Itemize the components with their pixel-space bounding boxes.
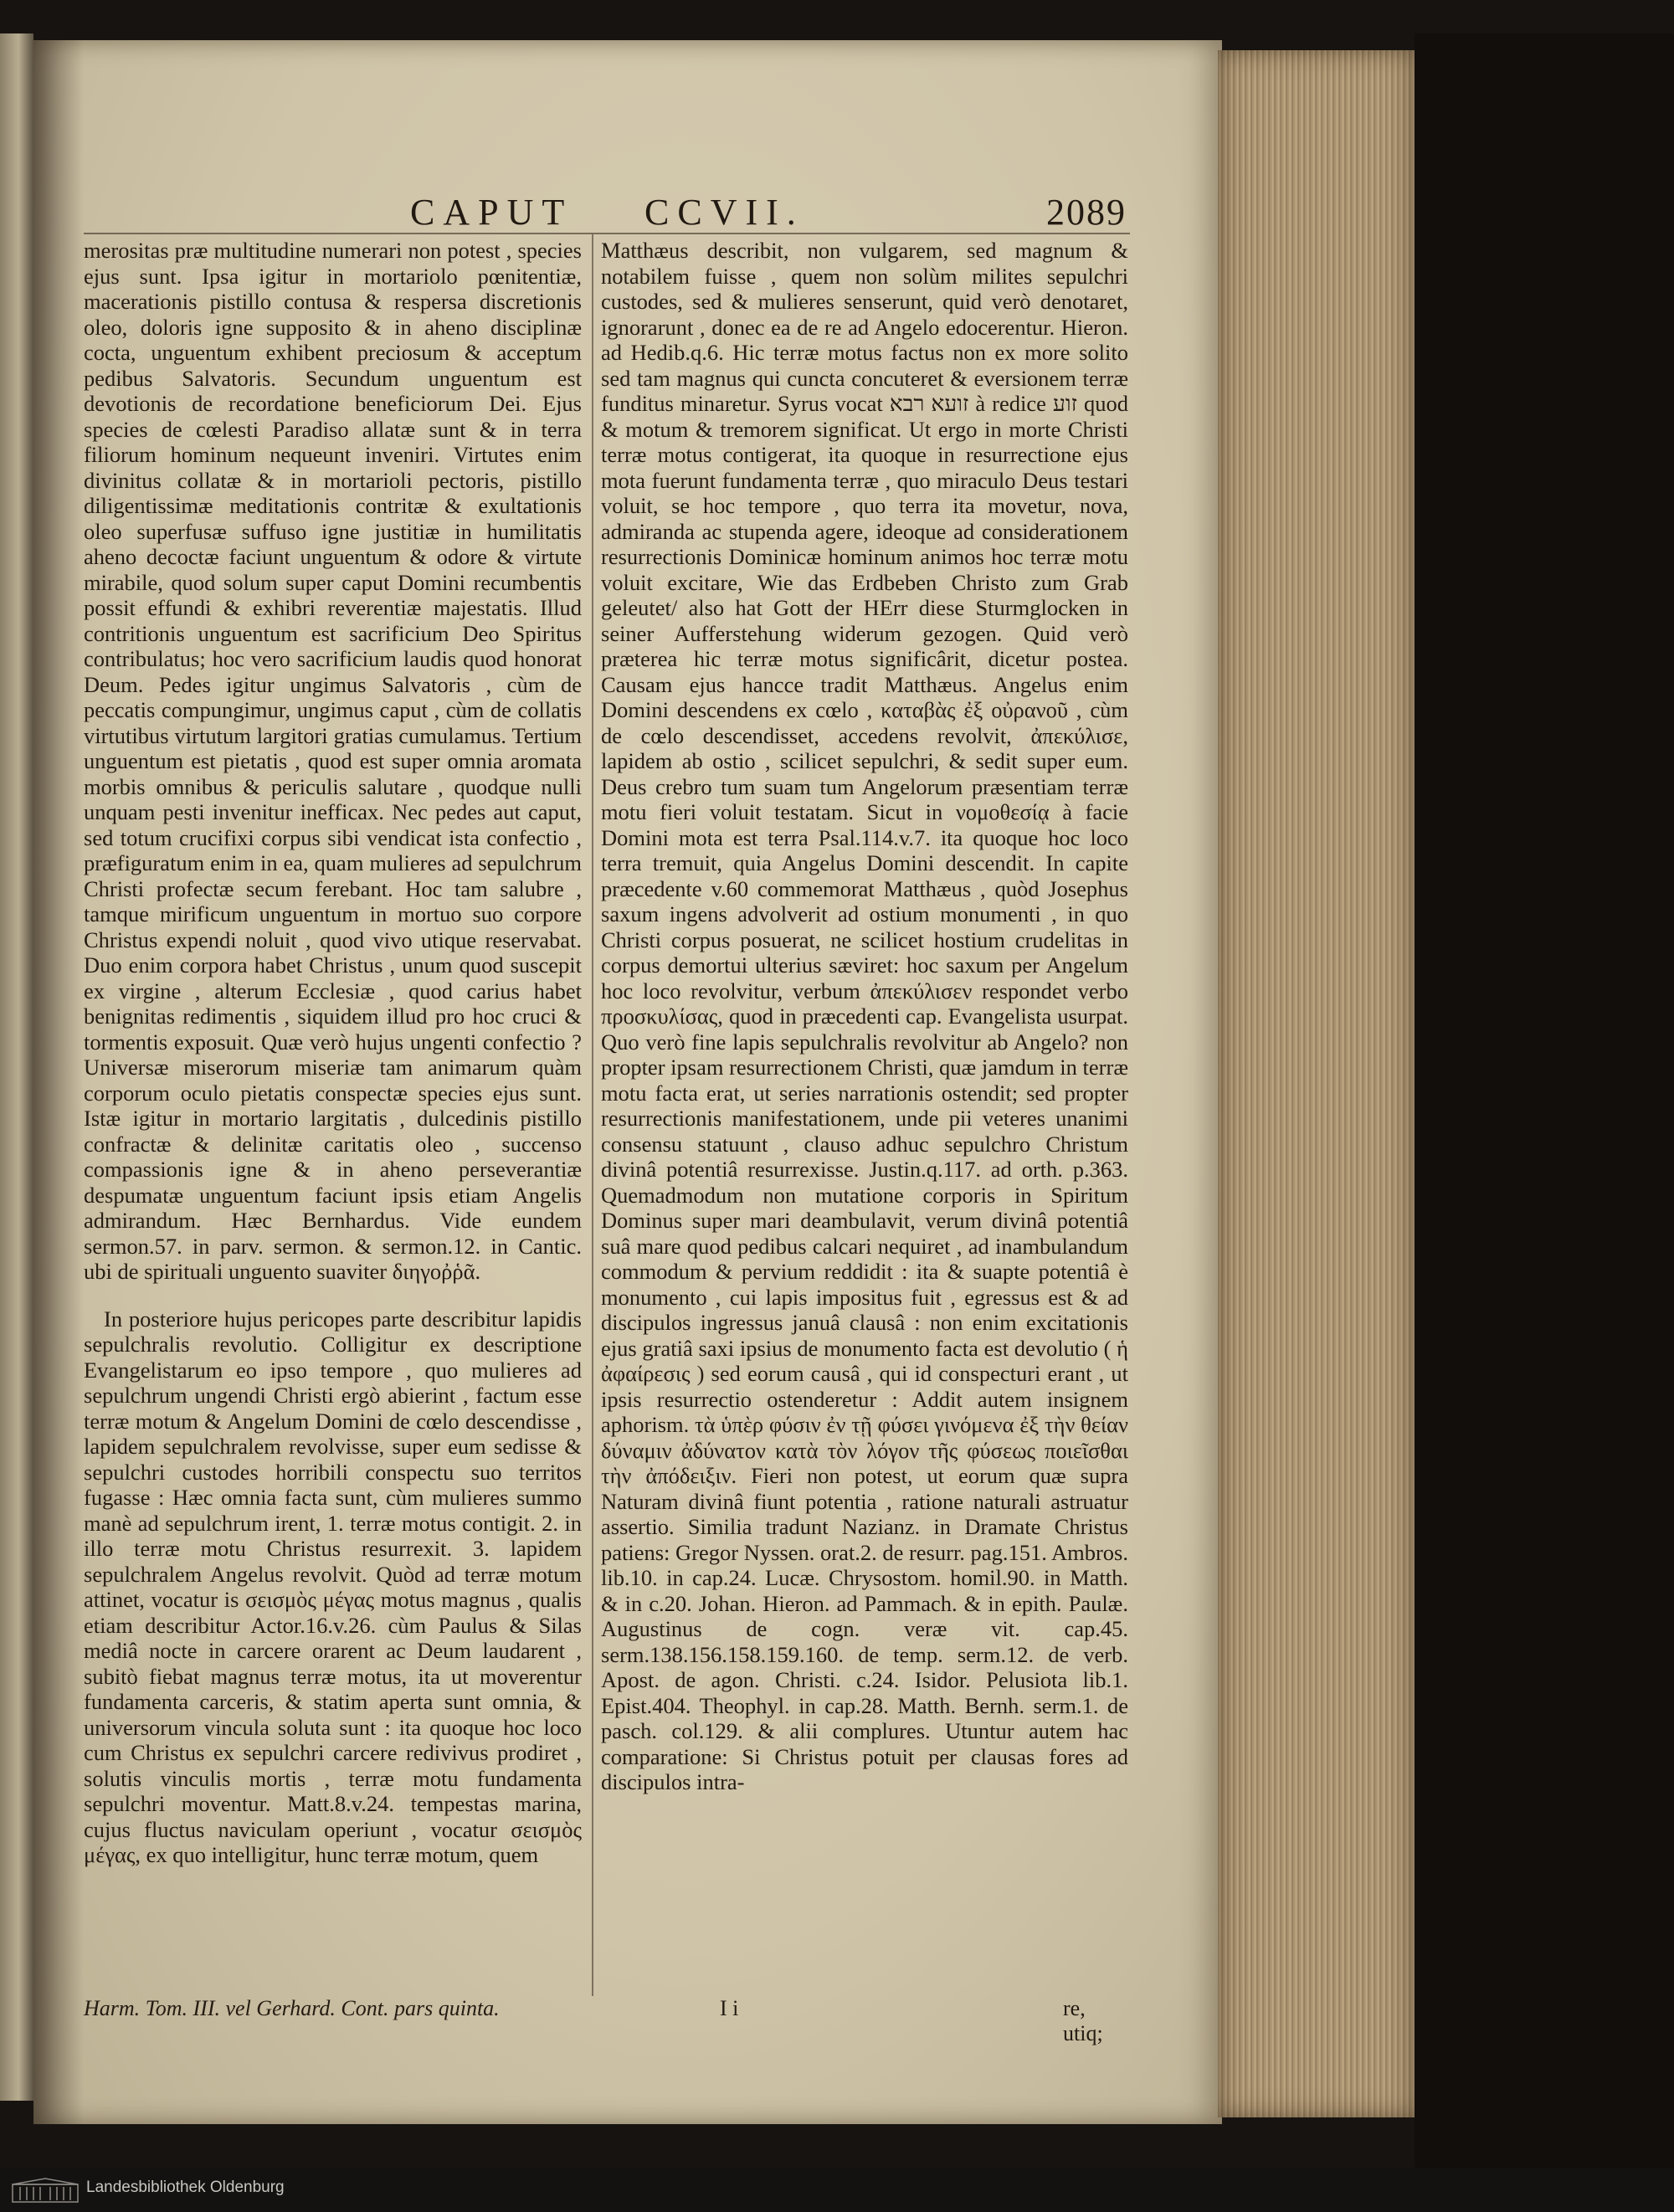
signature-line: Harm. Tom. III. vel Gerhard. Cont. pars quinta. [84,1996,500,2020]
left-paragraph: In posteriore hujus pericopes parte describitur lapidis sepulchralis revolutio. Colligitur ex descriptione Evangelistarum eo ipso tempore , quo mulieres ad sepulchrum ungendi Christi ergò abierint , factum esse terræ motum & Angelum Domini de cœlo descendisse , lapidem sepulchralem revolvisse, super eum sedisse & sepulchri custodes horribili conspectu suo territos fugasse : Hæc omnia facta sunt, cùm mulieres summo manè ad sepulchrum irent, 1. terræ motus contigit. 2. in illo terræ motu Christus resurrexit. 3. lapidem sepulchralem Angelus revolvit. Quòd ad terræ motum attinet, vocatur is σεισμὸς μέγας motus magnus , qualis etiam describitur Actor.16.v.26. cùm Paulus & Silas mediâ nocte in carcere orarent ac Deum laudarent , subitò fiebat magnus terræ motus, ita ut moverentur fundamenta carceris, & statim aperta sunt omnia, & universorum vincula soluta sunt : ita quoque hoc loco cum Christus ex sepulchri carcere redivivus prodiret , solutis vinculis mortis , terræ motu fundamenta sepulchri moventur. Matt.8.v.24. tempestas marina, cujus fluctus naviculam operiunt , vocatur σεισμὸς μέγας, ex quo intelligitur, hunc terræ motum, quem [84,1306,582,1867]
right-column [601,238,1128,1795]
page-edges [1218,50,1415,2117]
page-number: 2089 [1046,192,1127,233]
right-paragraph: Matthæus describit, non vulgarem, sed magnum & notabilem fuisse , quem non solùm milites sepulchri custodes, sed & mulieres senserunt, quid verò denotaret, ignorarunt , donec ea de re ad Angelo edocerentur. Hieron. ad Hedib.q.6. Hic terræ motus factus non ex more solito sed tam magnus qui cuncta concuteret & eversionem terræ funditus minaretur. Syrus vocat זועא רבא à redice זוע quod & motum & tremorem significat. Ut ergo in morte Christi terræ motus contigerat, ita quoque in resurrectione ejus mota fuerunt fundamenta terræ , quo miraculo Deus testari voluit, se hoc tempore , quo terra ita movetur, nova, admiranda ac stupenda agere, ideoque ad considerationem resurrectionis Dominicæ hominum animos hoc terræ motu voluit excitare, Wie das Erdbeben Christo zum Grab geleutet/ also hat Gott der HErr diese Sturmglocken in seiner Aufferstehung widerum gezogen. Quid verò præterea hic terræ motus significârit, dicetur postea. Causam ejus hancce tradit Matthæus. Angelus enim Domini descendens ex cœlo , καταβὰς ἐξ οὐρανοῦ , cùm de cœlo descendisset, accedens revolvit, ἀπεκύλισε, lapidem ab ostio , scilicet sepulchri, & sedit super eum. Deus crebro tum suam tum Angelorum præsentiam terræ motu fieri voluit testatam. Sicut in νομοθεσίᾳ à facie Domini mota est terra Psal.114.v.7. ita quoque hoc loco terra tremuit, quia Angelus Domini descendit. In capite præcedente v.60 commemorat Matthæus , quòd Josephus saxum ingens advolverit ad ostium monumenti , in quo Christi corpus posuerat, ne scilicet hostium crudelitas in corpus demortui ulterius sæviret: hoc saxum per Angelum hoc loco revolvitur, verbum ἀπεκύλισεν respondet verbo προσκυλίσας, quod in præcedenti cap. Evangelista usurpat. Quo verò fine lapis sepulchralis revolvitur ab Angelo? non propter ipsam resurrectionem Christi, quæ jamdum in terræ motu facta erat, ut series narrationis ostendit; sed propter resurrectionis manifestationem, unde pii veteres unanimi consensu statuunt , clauso adhuc sepulchro Christum divinâ potentiâ resurrexisse. Justin.q.117. ad orth. p.363. Quemadmodum non mutatione corporis in Spiritum Dominus super mari deambulavit, verum divinâ potentiâ suâ mare quod pedibus calcari nequiret , ad inambulandum commodum & pervium reddidit : ita & suapte potentiâ è monumento , cui lapis impositus fuit , egressus est & ad discipulos ingressus januâ clausâ : non enim excitationis ejus gratiâ saxi ipsius de monumento facta est devolutio ( ἡ ἀφαίρεσις ) sed eorum causâ , qui id conspecturi erant , ut ipsis resurrectio ostenderetur : Addit autem insignem aphorism. τὰ ὑπὲρ φύσιν ἐν τῇ φύσει γινόμενα ἐξ τὴν θείαν δύναμιν ἀδύνατον κατὰ τὸν λόγον τῆς φύσεως ποιεῖσθαι τὴν ἀπόδειξιν. Fieri non potest, ut eorum quæ supra Naturam divinâ fiunt potentia , ratione naturali astruatur assertio. Similia tradunt Nazianz. in Dramate Christus patiens: Gregor Nyssen. orat.2. de resurr. pag.151. Ambros. lib.10. in cap.24. Lucæ. Chrysostom. homil.90. in Matth. & in c.20. Johan. Hieron. ad Pammach. & in epith. Paulæ. Augustinus de cogn. veræ vit. cap.45. serm.138.156.158.159.160. de temp. serm.12. de verb. Apost. de agon. Christi. c.24. Isidor. Pelusiota lib.1. Epist.404. Theophyl. in cap.28. Matth. Bernh. serm.1. de pasch. col.129. & alii complures. Utuntur autem hac comparatione: Si Christus potuit per clausas fores ad discipulos intra- [601,238,1128,1794]
running-head-chapter-number: CCVII. [644,192,804,233]
head-rule [84,233,1130,234]
signature-mark: I i [720,1996,739,2020]
background-dark [1415,33,1674,2168]
library-bar [0,2168,1674,2212]
catchword: re, utiq; [1063,1996,1103,2045]
gutter-shadow [33,40,84,2124]
library-building-icon [12,2178,79,2203]
book-page [33,40,1222,2124]
library-name: Landesbibliothek Oldenburg [86,2179,285,2196]
left-column [84,238,582,1868]
page-footer [84,1996,1130,2045]
previous-page-edge [0,33,33,2101]
running-head-caput: CAPUT [410,192,573,233]
left-paragraph: merositas præ multitudine numerari non potest , species ejus sunt. Ipsa igitur in mortariolo pœnitentiæ, macerationis pistillo contusa & respersa discretionis oleo, doloris igne supposito & in aheno disciplinæ cocta, unguentum exhibent preciosum & acceptum pedibus Salvatoris. Secundum unguentum est devotionis de recordatione beneficiorum Dei. Ejus species de cœlesti Paradiso allatæ sunt & in terra filiorum hominum nequeunt inveniri. Virtutes enim divinitus collatæ & in mortarioli pectoris, pistillo diligentissimæ meditationis contritæ & exultationis oleo superfusæ suffuso igne justitiæ in humilitatis aheno decoctæ faciunt unguentum & odore & virtute mirabile, quod solum super caput Domini recumbentis possit effundi & exhibri reverentiæ majestatis. Illud contritionis unguentum est sacrificium Deo Spiritus contribulatus; hoc vero sacrificium laudis quod honorat Deum. Pedes igitur ungimus Salvatoris , cùm de peccatis compungimur, ungimus caput , cùm de collatis virtutibus virtutum largitori gratias cumulamus. Tertium unguentum est pietatis , quod est super omnia aromata morbis omnibus & periculis salutare , quodque nulli unquam pesti invenitur inefficax. Nec pedes aut caput, sed totum crucifixi corpus sibi vendicat ista confectio , præfiguratum enim in ea, quam mulieres ad sepulchrum Christi profectæ secum ferebant. Hoc tam salubre , tamque mirificum unguentum in mortuo suo corpore Christus expendi noluit , quod vivo utique reservabat. Duo enim corpora habet Christus , unum quod suscepit ex virgine , alterum Ecclesiæ , quod carius habet benignitas redimentis , siquidem illud pro hoc cruci & tormentis exposuit. Quæ verò hujus ungenti confectio ? Universæ miserorum miseriæ tam animarum quàm corporum oculo pietatis conspectæ species ejus sunt. Istæ igitur in mortario largitatis , dulcedinis pistillo confractæ & delinitæ caritatis oleo , succenso compassionis igne & in aheno perseverantiæ despumatæ unguentum faciunt ipsis etiam Angelis admirandum. Hæc Bernhardus. Vide eundem sermon.57. in parv. sermon. & sermon.12. in Cantic. ubi de spirituali unguento suaviter διηγοῤῥᾶ. [84,238,582,1284]
column-divider [592,234,593,1996]
